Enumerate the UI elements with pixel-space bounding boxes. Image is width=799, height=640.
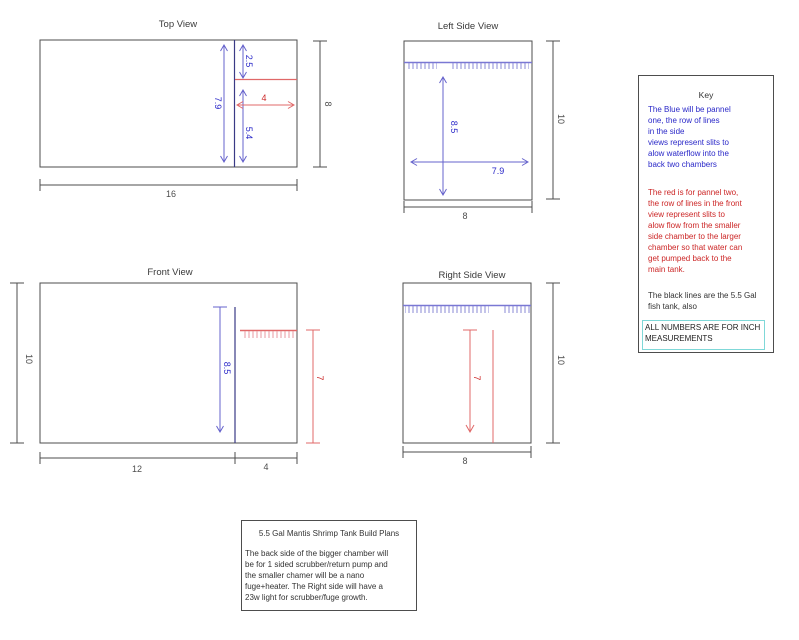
- right-side-view-title: Right Side View: [438, 270, 506, 281]
- key-box: [638, 75, 774, 353]
- key-blue-line: views represent slits to: [648, 138, 729, 147]
- inch-measurements-note: [642, 320, 765, 350]
- top-view-dim-5-4-label: 5.4: [244, 126, 254, 140]
- right-side-dim-8-label: 8: [462, 456, 468, 466]
- key-red-line: side chamber to the larger: [648, 232, 741, 241]
- key-red-line: get pumped back to the: [648, 254, 732, 263]
- left-side-view-title: Left Side View: [437, 21, 499, 32]
- front-view-dim-10: [10, 283, 24, 443]
- plans-body: [245, 548, 388, 603]
- left-side-view: [404, 21, 566, 221]
- front-view-dim-8-5-label: 8.5: [222, 361, 232, 375]
- left-side-dim-7-9: [411, 159, 528, 166]
- right-side-dim-10-label: 10: [556, 354, 566, 366]
- right-side-slits-hatch-1: [405, 306, 489, 313]
- left-side-dim-8-label: 8: [462, 211, 468, 221]
- plans-body-line: 23w light for scrubber/fuge growth.: [245, 593, 368, 602]
- front-view: [10, 267, 325, 474]
- right-side-view: [403, 270, 566, 466]
- plans-body-line: the smaller chamer will be a nano: [245, 571, 365, 580]
- key-red-paragraph: [648, 187, 771, 275]
- top-view-dim-16-label: 16: [165, 189, 177, 199]
- front-view-dim-7: [306, 330, 320, 443]
- front-view-dim-7-label: 7: [315, 375, 325, 381]
- key-red-line: chamber so that water can: [648, 243, 743, 252]
- key-red-line: the row of lines in the front: [648, 199, 742, 208]
- key-red-line: main tank.: [648, 265, 685, 274]
- front-view-dim-bottom: [40, 452, 297, 464]
- key-red-line: view represent slits to: [648, 210, 725, 219]
- key-title: Key: [698, 90, 714, 100]
- right-side-dim-7: [463, 330, 477, 432]
- note-line: ALL NUMBERS ARE FOR INCH: [645, 323, 761, 332]
- left-side-dim-8-5: [440, 77, 447, 195]
- key-black-line: The black lines are the 5.5 Gal: [648, 291, 757, 300]
- key-blue-line: one, the row of lines: [648, 116, 720, 125]
- front-view-slits-hatch: [242, 331, 296, 338]
- left-side-dim-10-label: 10: [556, 113, 566, 125]
- plans-box: [241, 520, 417, 611]
- key-blue-line: in the side: [648, 127, 685, 136]
- right-side-slits-hatch-2: [504, 306, 530, 313]
- front-view-title: Front View: [147, 267, 193, 278]
- left-side-dim-8-5-label: 8.5: [449, 120, 459, 134]
- front-view-tank-outline: [40, 283, 297, 443]
- top-view-dim-4-label: 4: [261, 93, 267, 103]
- left-side-dim-8: [404, 201, 532, 213]
- top-view-tank-outline: [40, 40, 297, 167]
- plans-body-line: The back side of the bigger chamber will: [245, 549, 389, 558]
- key-blue-line: alow waterflow into the: [648, 149, 729, 158]
- left-side-dim-7-9-label: 7.9: [491, 166, 505, 176]
- key-red-line: The red is for pannel two,: [648, 188, 739, 197]
- front-view-dim-10-label: 10: [24, 353, 34, 365]
- top-view-dim-8-label: 8: [323, 101, 333, 107]
- left-side-slits-hatch-1: [406, 63, 437, 69]
- key-black-paragraph: [648, 290, 771, 312]
- key-red-line: alow flow from the smaller: [648, 221, 741, 230]
- front-view-dim-4-label: 4: [263, 462, 269, 472]
- plans-body-line: fuge+heater. The Right side will have a: [245, 582, 383, 591]
- note-line: MEASUREMENTS: [645, 333, 713, 343]
- left-side-slits-hatch-2: [450, 63, 529, 69]
- key-blue-line: back two chambers: [648, 160, 717, 169]
- plans-title: 5.5 Gal Mantis Shrimp Tank Build Plans: [258, 529, 400, 538]
- right-side-dim-7-label: 7: [472, 375, 482, 381]
- key-blue-paragraph: [648, 104, 771, 170]
- plans-body-line: be for 1 sided scrubber/return pump and: [245, 560, 388, 569]
- top-view-title: Top View: [158, 19, 198, 30]
- top-view-dim-7-9-label: 7.9: [213, 96, 223, 110]
- top-view-dim-2-5-label: 2.5: [244, 54, 254, 68]
- key-black-line: fish tank, also: [648, 302, 697, 311]
- key-blue-line: The Blue will be pannel: [648, 105, 731, 114]
- front-view-dim-12-label: 12: [131, 464, 143, 474]
- top-view: [40, 19, 333, 199]
